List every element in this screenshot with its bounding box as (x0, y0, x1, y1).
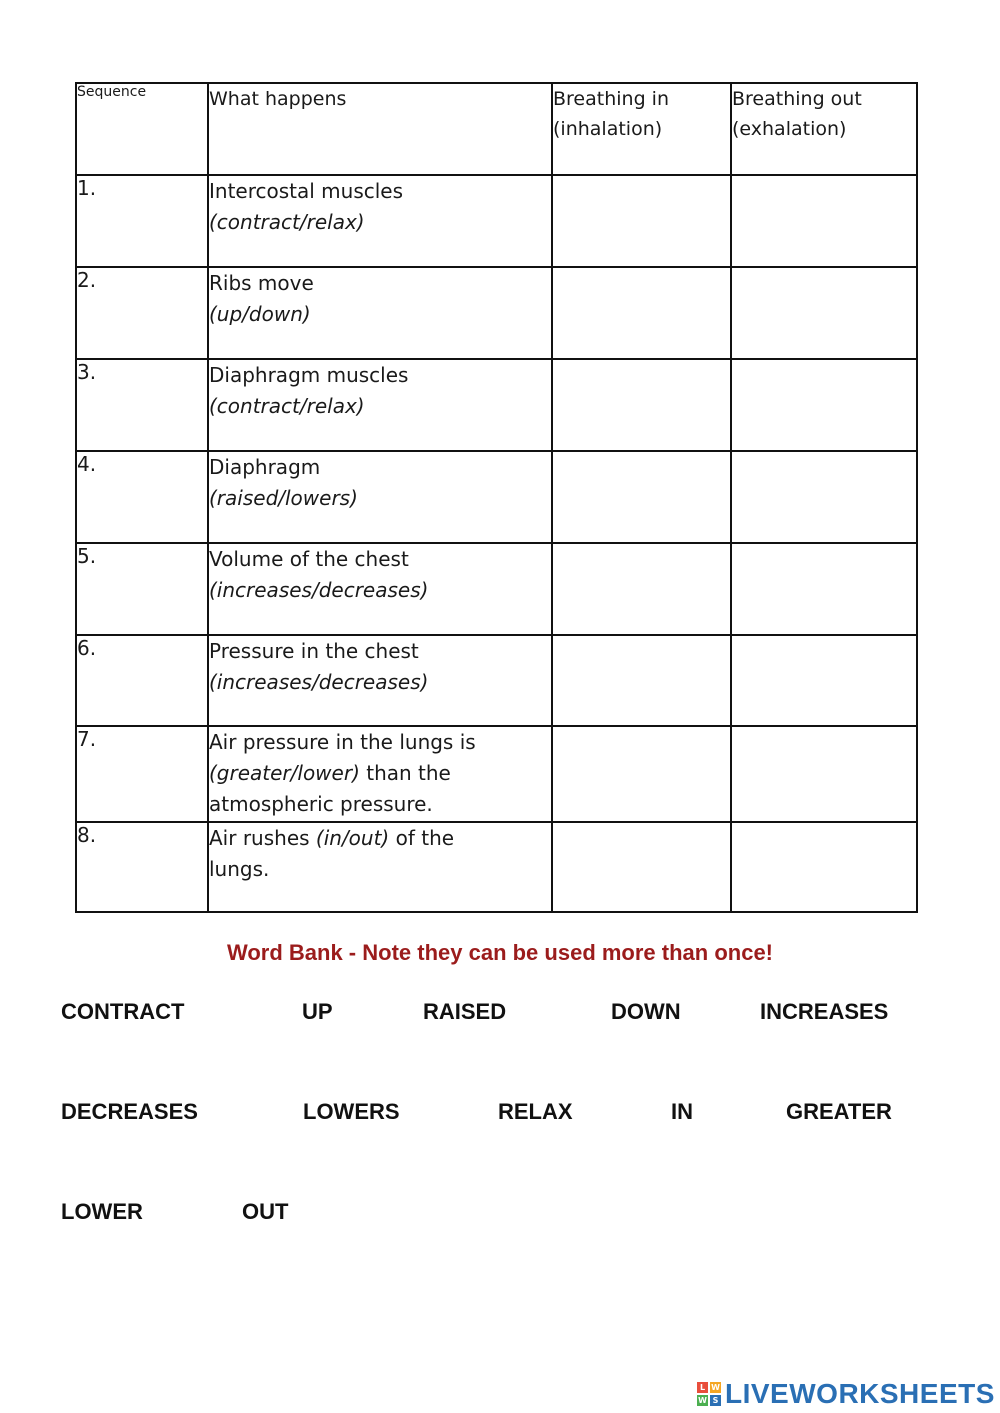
answer-exhalation-cell[interactable] (731, 359, 917, 451)
word-increases[interactable]: INCREASES (760, 999, 889, 1024)
header-breathing-out-line1: Breathing out (732, 88, 862, 110)
answer-exhalation-cell[interactable] (731, 175, 917, 267)
header-sequence: Sequence (76, 83, 208, 175)
header-what-happens: What happens (208, 83, 552, 175)
answer-exhalation-cell[interactable] (731, 822, 917, 912)
header-breathing-in-line2: (inhalation) (553, 118, 663, 140)
answer-inhalation-cell[interactable] (552, 451, 731, 543)
word-bank-title: Word Bank - Note they can be used more than once! (226, 940, 773, 965)
row-text: Volume of the chest (209, 547, 409, 571)
word-lower[interactable]: LOWER (61, 1199, 143, 1224)
word-out[interactable]: OUT (242, 1199, 289, 1224)
word-raised[interactable]: RAISED (423, 999, 507, 1024)
row-options: (contract/relax) (209, 210, 365, 234)
logo-block: W (698, 1396, 707, 1405)
word-greater[interactable]: GREATER (786, 1099, 892, 1124)
table-row (76, 543, 917, 635)
row-number: 3. (76, 359, 208, 451)
header-breathing-out-line2: (exhalation) (732, 118, 847, 140)
answer-inhalation-cell[interactable] (552, 635, 731, 726)
row-text: Ribs move (209, 271, 314, 295)
row-description (208, 451, 552, 543)
answer-inhalation-cell[interactable] (552, 175, 731, 267)
row-options: (greater/lower) (209, 761, 360, 785)
row-text-line2: lungs. (209, 857, 270, 881)
table-row (76, 267, 917, 359)
word-relax[interactable]: RELAX (498, 1099, 573, 1124)
table-row (76, 175, 917, 267)
row-number: 8. (76, 822, 208, 912)
logo-icon (697, 1382, 721, 1406)
logo-block: L (697, 1382, 708, 1393)
table-row (76, 635, 917, 726)
table-row (76, 726, 917, 822)
liveworksheets-logo (697, 1378, 995, 1410)
answer-exhalation-cell[interactable] (731, 267, 917, 359)
row-text-pre: Air rushes (209, 826, 316, 850)
breathing-table (75, 82, 918, 913)
row-description (208, 359, 552, 451)
row-options: (contract/relax) (209, 394, 365, 418)
row-description (208, 726, 552, 822)
row-number: 2. (76, 267, 208, 359)
answer-exhalation-cell[interactable] (731, 543, 917, 635)
row-number: 1. (76, 175, 208, 267)
logo-block: W (711, 1383, 720, 1392)
row-options: (in/out) (315, 826, 390, 850)
word-in[interactable]: IN (671, 1099, 693, 1124)
answer-inhalation-cell[interactable] (552, 726, 731, 822)
answer-inhalation-cell[interactable] (552, 267, 731, 359)
row-description (208, 822, 552, 912)
word-up[interactable]: UP (302, 999, 333, 1024)
word-lowers[interactable]: LOWERS (303, 1099, 400, 1124)
row-text: Air pressure in the lungs is (209, 730, 476, 754)
row-options: (increases/decreases) (209, 670, 429, 694)
answer-inhalation-cell[interactable] (552, 543, 731, 635)
row-options: (increases/decreases) (209, 578, 429, 602)
row-text: Diaphragm muscles (209, 363, 409, 387)
row-description (208, 543, 552, 635)
row-text-line3: atmospheric pressure. (209, 792, 433, 816)
row-text-rest: than the (359, 761, 451, 785)
row-text: Pressure in the chest (209, 639, 419, 663)
row-number: 5. (76, 543, 208, 635)
row-options: (raised/lowers) (209, 486, 358, 510)
table-row (76, 822, 917, 912)
answer-inhalation-cell[interactable] (552, 822, 731, 912)
row-text: Diaphragm (209, 455, 321, 479)
row-number: 4. (76, 451, 208, 543)
table-row (76, 451, 917, 543)
logo-block: S (710, 1395, 721, 1406)
header-breathing-in-line1: Breathing in (553, 88, 669, 110)
row-text: Intercostal muscles (209, 179, 404, 203)
answer-exhalation-cell[interactable] (731, 451, 917, 543)
logo-text: LIVEWORKSHEETS (725, 1378, 995, 1409)
word-down[interactable]: DOWN (611, 999, 681, 1024)
answer-inhalation-cell[interactable] (552, 359, 731, 451)
row-description (208, 635, 552, 726)
word-contract[interactable]: CONTRACT (61, 999, 185, 1024)
row-text-post: of the (389, 826, 455, 850)
row-description (208, 175, 552, 267)
answer-exhalation-cell[interactable] (731, 726, 917, 822)
header-breathing-out (731, 83, 917, 175)
row-options: (up/down) (209, 302, 311, 326)
table-row (76, 359, 917, 451)
answer-exhalation-cell[interactable] (731, 635, 917, 726)
row-number: 7. (76, 726, 208, 822)
row-description (208, 267, 552, 359)
header-row (76, 83, 917, 175)
row-number: 6. (76, 635, 208, 726)
word-decreases[interactable]: DECREASES (61, 1099, 198, 1124)
header-breathing-in (552, 83, 731, 175)
row-text-line2 (209, 758, 551, 789)
row-text (209, 823, 551, 854)
